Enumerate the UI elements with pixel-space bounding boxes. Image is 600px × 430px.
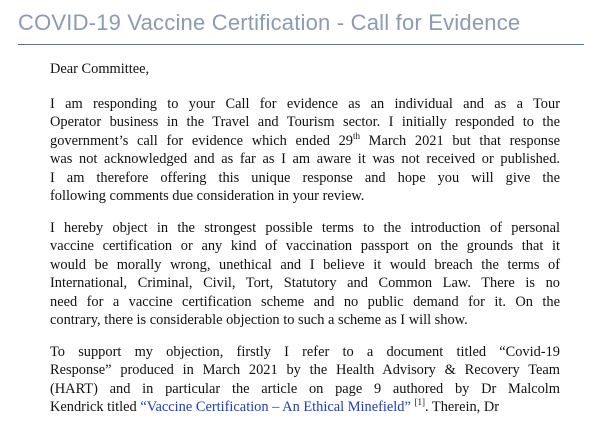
article-link[interactable]: “Vaccine Certification – An Ethical Minefield” <box>140 399 411 415</box>
footnote-reference[interactable]: [1] <box>414 397 425 408</box>
paragraph-1-line-5: I am therefore offering this unique response and hope you will give the <box>50 169 560 186</box>
salutation: Dear Committee, <box>50 61 150 77</box>
paragraph-2-line-1: I hereby object in the strongest possible terms to the introduction of personal <box>50 219 560 236</box>
paragraph-3-line-3: (HART) and in particular the article on page 9 authored by Dr Malcolm <box>50 380 560 397</box>
paragraph-2-line-4: International, Criminal, Civil, Tort, Statutory and Common Law. There is no <box>50 275 560 291</box>
paragraph-1-line-4: was not acknowledged and as far as I am aware it was not received or published. <box>50 151 560 167</box>
paragraph-2-line-5: need for a vaccine certification scheme and no public demand for it. On the <box>50 293 560 310</box>
paragraph-2-line-2: vaccine certification or any kind of vaccination passport on the grounds that it <box>50 238 560 254</box>
paragraph-3-line-4 <box>50 398 560 417</box>
paragraph-1-line-3-text: government’s call for evidence which ended 29 <box>50 132 353 149</box>
paragraph-2-line-6: contrary, there is considerable objection to such a scheme as I will show. <box>50 312 468 328</box>
paragraph-2-line-3: would be morally wrong, unethical and I believe it would breach the terms of <box>50 256 560 273</box>
paragraph-3-line-4-text: Kendrick titled <box>50 399 141 415</box>
title-underline <box>18 44 584 45</box>
document-title: COVID-19 Vaccine Certification - Call for Evidence <box>18 10 521 35</box>
paragraph-3-line-1: To support my objection, firstly I refer to a document titled “Covid-19 <box>50 343 560 360</box>
paragraph-3 <box>50 343 560 417</box>
paragraph-1-line-2: Operator business in the Travel and Tourism sector. I initially responded to the <box>50 114 560 130</box>
paragraph-1 <box>50 95 560 206</box>
paragraph-1-line-3 <box>50 132 560 151</box>
paragraph-3-line-4-rest: . Therein, Dr <box>424 399 500 415</box>
ordinal-suffix: th <box>352 130 360 141</box>
paragraph-1-line-1: I am responding to your Call for evidence as an individual and as a Tour <box>50 95 560 112</box>
paragraph-1-line-6: following comments due consideration in your review. <box>50 188 365 204</box>
document-body <box>50 60 560 430</box>
paragraph-2 <box>50 219 560 330</box>
paragraph-3-line-2: Response” produced in March 2021 by the Health Advisory & Recovery Team <box>50 362 560 378</box>
paragraph-1-line-3-rest: March 2021 but that response <box>359 132 560 149</box>
